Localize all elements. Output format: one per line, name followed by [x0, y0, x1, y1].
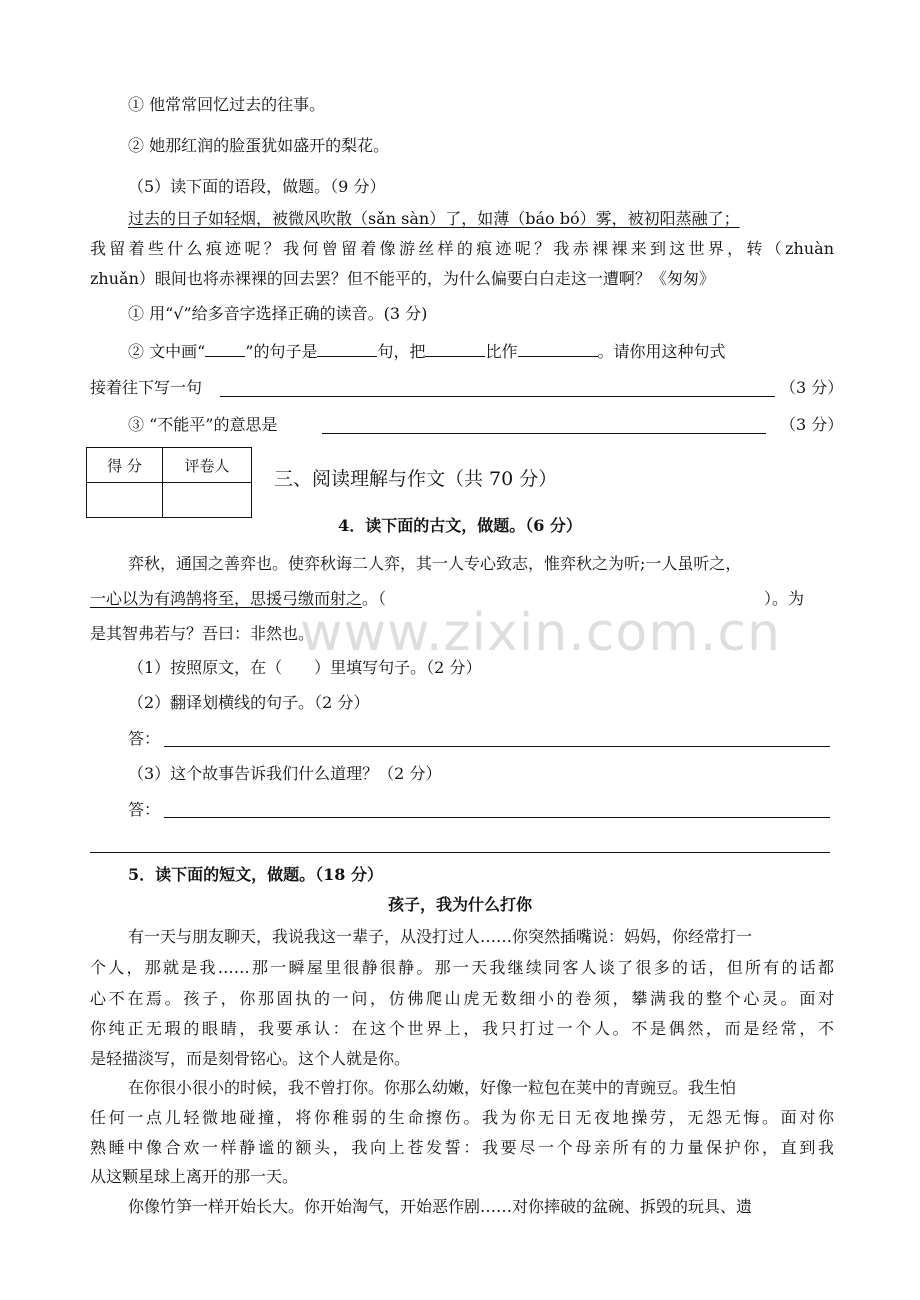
answer-label: 答： [128, 729, 161, 748]
paragraph-2-line-3: 熟睡中像合欢一样静谧的额头，我向上苍发誓：我要尽一个母亲所有的力量保护你，直到我 [90, 1138, 834, 1157]
paragraph-2-line-2: 任何一点儿轻微地碰撞，将你稚弱的生命擦伤。我为你无日无夜地操劳，无怨无悔。面对你 [90, 1108, 834, 1127]
paragraph-1-line-4: 你纯正无瑕的眼睛，我要承认：在这个世界上，我只打过一个人。不是偶然，而是经常，不 [90, 1019, 834, 1038]
q4-sub-2: （2）翻译划横线的句子。（2 分） [128, 693, 370, 712]
paragraph-1-line-5: 是轻描淡写，而是刻骨铭心。这个人就是你。 [90, 1049, 411, 1068]
paragraph-3-line-1: 你像竹笋一样开始长大。你开始淘气，开始恶作剧……对你摔破的盆碗、拆毁的玩具、遗 [128, 1197, 753, 1216]
grader-cell[interactable] [163, 483, 252, 518]
site-watermark: www.zixin.com.cn [300, 603, 781, 663]
q5-item-3-score: （3 分） [780, 415, 844, 434]
q4-sub-3-answer-line[interactable] [164, 817, 830, 818]
classical-text-line-2-rest: 。（ [362, 589, 387, 608]
q4-sub-3: （3）这个故事告诉我们什么道理？（2 分） [128, 764, 442, 783]
article-title: 孩子，我为什么打你 [387, 895, 532, 914]
classical-text-line-3: 是其智弗若与？吾曰：非然也。 [90, 624, 315, 643]
q4-sub-1: （1）按照原文，在（ ）里填写句子。（2 分） [128, 658, 482, 677]
classical-text-line-1: 弈秋，通国之善弈也。使弈秋诲二人弈，其一人专心致志，惟弈秋之为听;一人虽听之， [128, 554, 742, 573]
q5-item-2-part-e: 。请你用这种句式 [597, 342, 726, 361]
score-header: 得 分 [87, 448, 163, 483]
passage-line-1: 过去的日子如轻烟，被微风吹散（sǎn sàn）了，如薄（báo bó）雾，被初阳蒸融了； [128, 209, 740, 228]
paragraph-2-line-4: 从这颗星球上离开的那一天。 [90, 1167, 299, 1186]
q5-reading-title: 5．读下面的短文，做题。（18 分） [128, 865, 383, 884]
paragraph-1-line-3: 心不在焉。孩子，你那固执的一问，仿佛爬山虎无数细小的卷须，攀满我的整个心灵。面对 [90, 989, 834, 1008]
q5-prompt: （5）读下面的语段，做题。（9 分） [128, 177, 386, 196]
q5-item-2-answer-line[interactable] [220, 396, 775, 397]
q5-item-2-continue: 接着往下写一句 [90, 378, 203, 397]
classical-text-line-2-end: ）。为 [764, 589, 805, 608]
sentence-type-blank[interactable] [317, 340, 377, 357]
sentence-1: ① 他常常回忆过去的往事。 [128, 95, 326, 114]
q5-item-2-part-a: ② 文中画“ [128, 342, 206, 361]
compared-to-blank[interactable] [518, 340, 598, 357]
q5-item-1: ① 用“√”给多音字选择正确的读音。(3 分) [128, 304, 428, 323]
q5-item-3: ③ “不能平”的意思是 [128, 415, 278, 434]
q4-title: 4．读下面的古文，做题。（6 分） [338, 516, 582, 535]
q5-item-2-part-b: ”的句子是 [245, 342, 318, 361]
score-table [86, 447, 252, 518]
passage-line-3: zhuǎn）眼间也将赤裸裸的回去罢？但不能平的，为什么偏要白白走这一遭啊？《匆匆》 [90, 269, 715, 288]
q4-sub-2-answer-line[interactable] [164, 746, 830, 747]
q5-item-2 [128, 340, 726, 363]
compared-object-blank[interactable] [425, 340, 485, 357]
q5-item-2-part-c: 句，把 [377, 342, 426, 361]
q5-item-2-score: （3 分） [780, 378, 844, 397]
passage-line-2: 我留着些什么痕迹呢？我何曾留着像游丝样的痕迹呢？我赤裸裸来到这世界，转（zhuàn [90, 239, 834, 258]
q5-item-3-answer-line[interactable] [322, 433, 766, 434]
paragraph-1-line-1: 有一天与朋友聊天，我说我这一辈子，从没打过人……你突然插嘴说：妈妈，你经常打一 [128, 927, 753, 946]
paragraph-2-line-1: 在你很小很小的时候，我不曾打你。你那么幼嫩，好像一粒包在荚中的青豌豆。我生怕 [128, 1078, 737, 1097]
underline-mark-blank[interactable] [205, 340, 245, 357]
section-3-title: 三、阅读理解与作文（共 70 分） [274, 468, 558, 490]
answer-label-2: 答： [128, 800, 161, 819]
q4-sub-3-answer-line-2[interactable] [90, 852, 830, 853]
q5-item-2-part-d: 比作 [485, 342, 518, 361]
score-cell[interactable] [87, 483, 163, 518]
classical-underlined-sentence: 一心以为有鸿鹄将至，思援弓缴而射之 [90, 589, 363, 608]
sentence-2: ② 她那红润的脸蛋犹如盛开的梨花。 [128, 136, 390, 155]
grader-header: 评卷人 [163, 448, 252, 483]
paragraph-1-line-2: 个人，那就是我……那一瞬屋里很静很静。那一天我继续同客人谈了很多的话，但所有的话都 [90, 958, 834, 977]
